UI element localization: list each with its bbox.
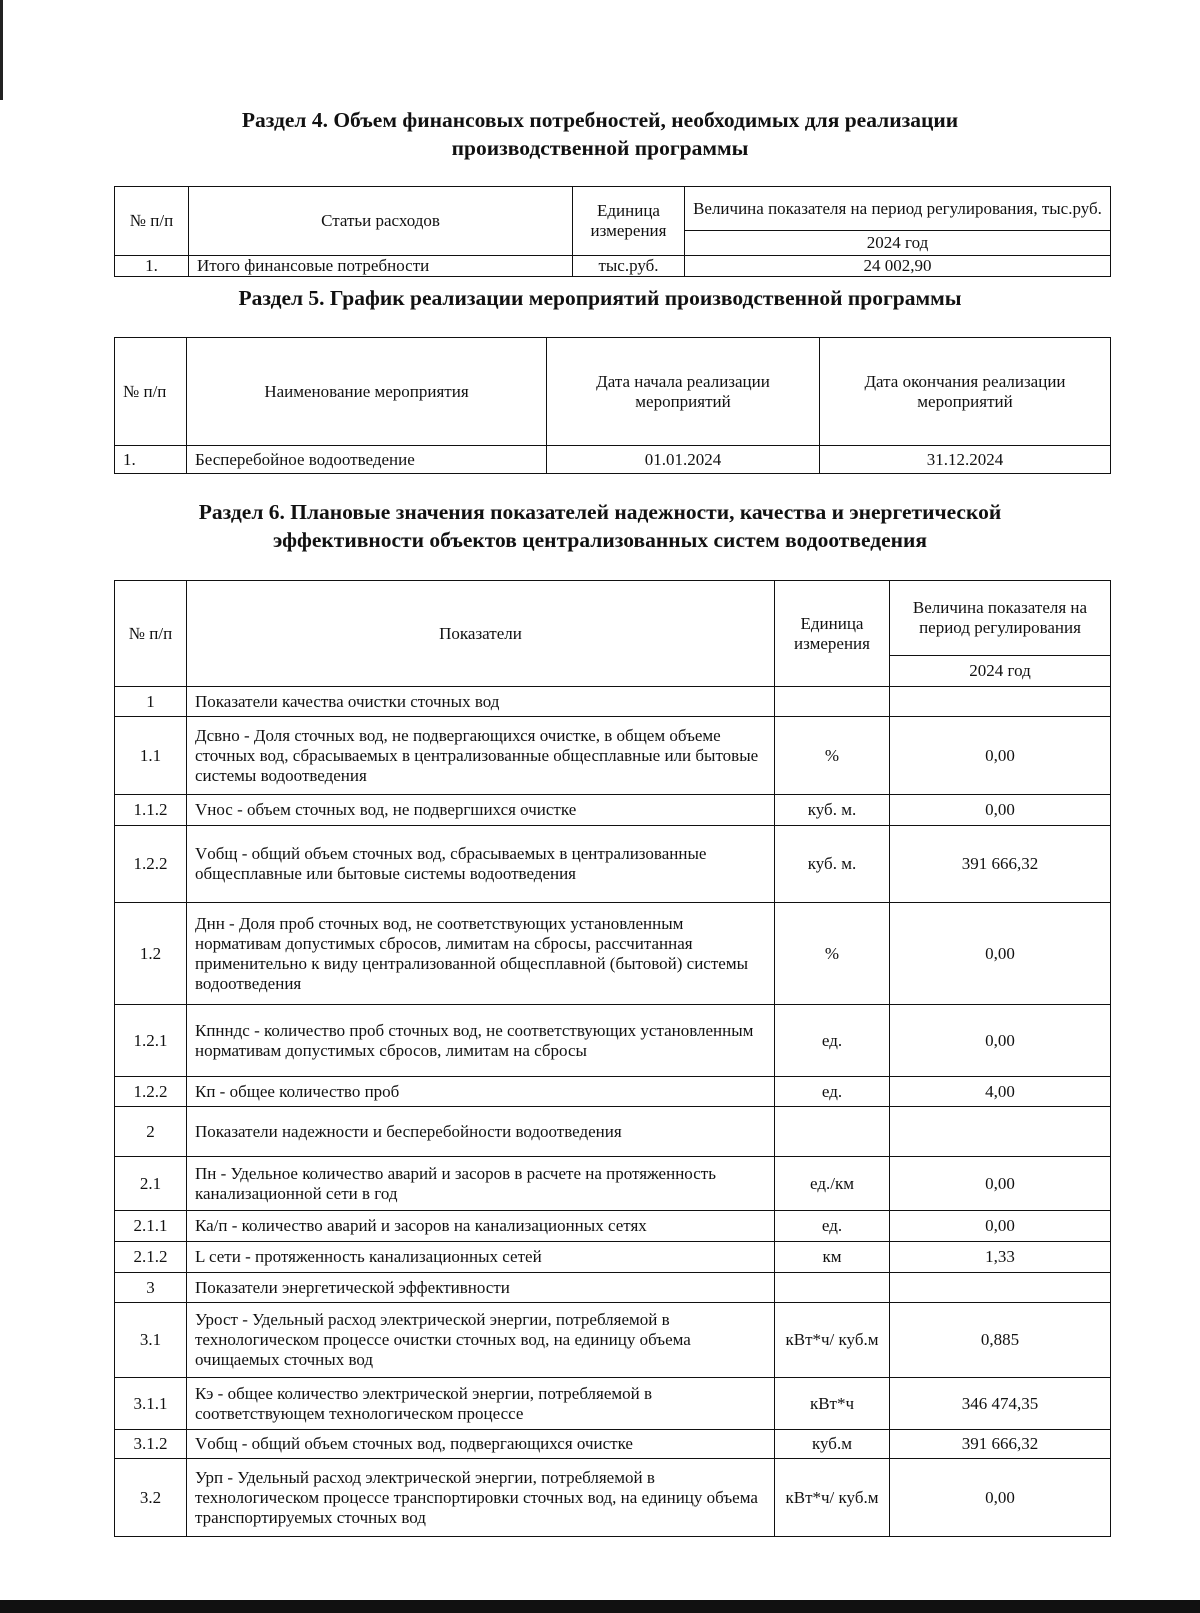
row-unit: % bbox=[775, 717, 890, 795]
row-num: 3.1.2 bbox=[115, 1430, 187, 1459]
row-num: 3.1.1 bbox=[115, 1378, 187, 1430]
row-indicator: L сети - протяженность канализационных сетей bbox=[187, 1242, 775, 1273]
section6-header-unit: Единица измерения bbox=[775, 581, 890, 687]
row-unit: куб.м bbox=[775, 1430, 890, 1459]
table-row bbox=[115, 1005, 1111, 1077]
row-value: 0,00 bbox=[890, 1211, 1111, 1242]
section6-header-value: Величина показателя на период регулирования bbox=[890, 581, 1111, 656]
section6-title-line1: Раздел 6. Плановые значения показателей надежности, качества и энергетической bbox=[198, 500, 1002, 524]
row-unit: кВт*ч/ куб.м bbox=[775, 1459, 890, 1537]
section4-row-num: 1. bbox=[115, 256, 189, 277]
row-num: 1.1 bbox=[115, 717, 187, 795]
section6-header-row bbox=[115, 581, 1111, 656]
row-num: 1.2.2 bbox=[115, 826, 187, 903]
section6-table bbox=[114, 580, 1111, 1537]
section6-title-line2: эффективности объектов централизованных систем водоотведения bbox=[272, 528, 928, 552]
row-num: 2.1.2 bbox=[115, 1242, 187, 1273]
row-value bbox=[890, 687, 1111, 717]
section5-header-start: Дата начала реализации мероприятий bbox=[547, 338, 820, 446]
row-value: 0,00 bbox=[890, 1005, 1111, 1077]
row-value: 0,00 bbox=[890, 1459, 1111, 1537]
section5-row-name: Бесперебойное водоотведение bbox=[187, 446, 547, 474]
row-value bbox=[890, 1273, 1111, 1303]
row-num: 1.2 bbox=[115, 903, 187, 1005]
section5-header-num: № п/п bbox=[115, 338, 187, 446]
row-indicator: Дсвно - Доля сточных вод, не подвергающихся очистке, в общем объеме сточных вод, сбрасываемых в централизованные общесплавные или бытовые системы водоотведения bbox=[187, 717, 775, 795]
section5-header-name: Наименование мероприятия bbox=[187, 338, 547, 446]
row-indicator: Ка/п - количество аварий и засоров на канализационных сетях bbox=[187, 1211, 775, 1242]
table-row bbox=[115, 1157, 1111, 1211]
table-row bbox=[115, 1430, 1111, 1459]
row-unit: куб. м. bbox=[775, 826, 890, 903]
row-num: 1.2.2 bbox=[115, 1077, 187, 1107]
row-num: 2 bbox=[115, 1107, 187, 1157]
table-row bbox=[115, 1303, 1111, 1378]
row-unit: ед. bbox=[775, 1077, 890, 1107]
row-value: 1,33 bbox=[890, 1242, 1111, 1273]
section4-title-line2: производственной программы bbox=[451, 136, 749, 160]
section4-title bbox=[0, 106, 1200, 162]
row-value: 346 474,35 bbox=[890, 1378, 1111, 1430]
row-num: 1.2.1 bbox=[115, 1005, 187, 1077]
table-row bbox=[115, 1378, 1111, 1430]
section4-header-num: № п/п bbox=[115, 187, 189, 256]
row-indicator: Показатели надежности и бесперебойности водоотведения bbox=[187, 1107, 775, 1157]
section5-header-end: Дата окончания реализации мероприятий bbox=[820, 338, 1111, 446]
section4-row-value: 24 002,90 bbox=[685, 256, 1111, 277]
row-value: 0,00 bbox=[890, 795, 1111, 826]
row-unit: кВт*ч/ куб.м bbox=[775, 1303, 890, 1378]
row-indicator: Показатели качества очистки сточных вод bbox=[187, 687, 775, 717]
row-indicator: Показатели энергетической эффективности bbox=[187, 1273, 775, 1303]
row-num: 1.1.2 bbox=[115, 795, 187, 826]
section6-title bbox=[0, 498, 1200, 554]
row-indicator: Vобщ - общий объем сточных вод, подвергающихся очистке bbox=[187, 1430, 775, 1459]
row-num: 2.1 bbox=[115, 1157, 187, 1211]
row-indicator: Урост - Удельный расход электрической энергии, потребляемой в технологическом процессе очистки сточных вод, на единицу объема очищаемых сточных вод bbox=[187, 1303, 775, 1378]
row-unit bbox=[775, 1107, 890, 1157]
row-unit: куб. м. bbox=[775, 795, 890, 826]
row-unit: км bbox=[775, 1242, 890, 1273]
row-value: 0,00 bbox=[890, 717, 1111, 795]
row-indicator: Кпнндс - количество проб сточных вод, не соответствующих установленным нормативам допустимых сбросов, лимитам на сбросы bbox=[187, 1005, 775, 1077]
table-row bbox=[115, 446, 1111, 474]
row-indicator: Vобщ - общий объем сточных вод, сбрасываемых в централизованные общесплавные или бытовые системы водоотведения bbox=[187, 826, 775, 903]
section4-header-value: Величина показателя на период регулирования, тыс.руб. bbox=[685, 187, 1111, 231]
row-value: 0,885 bbox=[890, 1303, 1111, 1378]
section5-row-start: 01.01.2024 bbox=[547, 446, 820, 474]
table-row bbox=[115, 795, 1111, 826]
table-row bbox=[115, 1459, 1111, 1537]
row-unit: ед. bbox=[775, 1005, 890, 1077]
row-unit: ед./км bbox=[775, 1157, 890, 1211]
row-indicator: Кп - общее количество проб bbox=[187, 1077, 775, 1107]
row-unit bbox=[775, 687, 890, 717]
table-row bbox=[115, 1077, 1111, 1107]
section4-header-unit: Единица измерения bbox=[573, 187, 685, 256]
section4-header-year: 2024 год bbox=[685, 231, 1111, 256]
section4-row-unit: тыс.руб. bbox=[573, 256, 685, 277]
scan-edge-mark bbox=[0, 0, 3, 100]
row-num: 3.1 bbox=[115, 1303, 187, 1378]
row-value: 391 666,32 bbox=[890, 826, 1111, 903]
row-indicator: Урп - Удельный расход электрической энергии, потребляемой в технологическом процессе транспортировки сточных вод, на единицу объема транспортируемых сточных вод bbox=[187, 1459, 775, 1537]
row-value: 4,00 bbox=[890, 1077, 1111, 1107]
section5-row-end: 31.12.2024 bbox=[820, 446, 1111, 474]
section5-title: Раздел 5. График реализации мероприятий производственной программы bbox=[238, 286, 962, 310]
table-row bbox=[115, 1242, 1111, 1273]
row-value: 0,00 bbox=[890, 1157, 1111, 1211]
row-num: 3 bbox=[115, 1273, 187, 1303]
section4-title-line1: Раздел 4. Объем финансовых потребностей, необходимых для реализации bbox=[241, 108, 959, 132]
table-row bbox=[115, 687, 1111, 717]
section5-table bbox=[114, 337, 1111, 474]
section6-header-num: № п/п bbox=[115, 581, 187, 687]
table-row bbox=[115, 903, 1111, 1005]
row-num: 1 bbox=[115, 687, 187, 717]
section4-header-item: Статьи расходов bbox=[189, 187, 573, 256]
table-row bbox=[115, 1273, 1111, 1303]
row-indicator: Кэ - общее количество электрической энергии, потребляемой в соответствующем технологическом процессе bbox=[187, 1378, 775, 1430]
scan-bottom-edge bbox=[0, 1600, 1200, 1613]
row-unit bbox=[775, 1273, 890, 1303]
row-indicator: Днн - Доля проб сточных вод, не соответствующих установленным нормативам допустимых сбросов, лимитам на сбросы, рассчитанная применительно к виду централизованной общесплавной (бытовой) системы водоотведения bbox=[187, 903, 775, 1005]
row-indicator: Пн - Удельное количество аварий и засоров в расчете на протяженность канализационной сети в год bbox=[187, 1157, 775, 1211]
section6-header-indicator: Показатели bbox=[187, 581, 775, 687]
table-row bbox=[115, 1211, 1111, 1242]
section6-header-year: 2024 год bbox=[890, 656, 1111, 687]
row-unit: % bbox=[775, 903, 890, 1005]
section5-header-row bbox=[115, 338, 1111, 446]
row-num: 3.2 bbox=[115, 1459, 187, 1537]
section4-row-item: Итого финансовые потребности bbox=[189, 256, 573, 277]
section5-row-num: 1. bbox=[115, 446, 187, 474]
row-value: 391 666,32 bbox=[890, 1430, 1111, 1459]
section4-header-row bbox=[115, 187, 1111, 231]
table-row bbox=[115, 826, 1111, 903]
table-row bbox=[115, 717, 1111, 795]
row-unit: ед. bbox=[775, 1211, 890, 1242]
section4-table bbox=[114, 186, 1111, 277]
row-value bbox=[890, 1107, 1111, 1157]
row-unit: кВт*ч bbox=[775, 1378, 890, 1430]
row-indicator: Vнос - объем сточных вод, не подвергшихся очистке bbox=[187, 795, 775, 826]
row-num: 2.1.1 bbox=[115, 1211, 187, 1242]
table-row bbox=[115, 256, 1111, 277]
row-value: 0,00 bbox=[890, 903, 1111, 1005]
table-row bbox=[115, 1107, 1111, 1157]
